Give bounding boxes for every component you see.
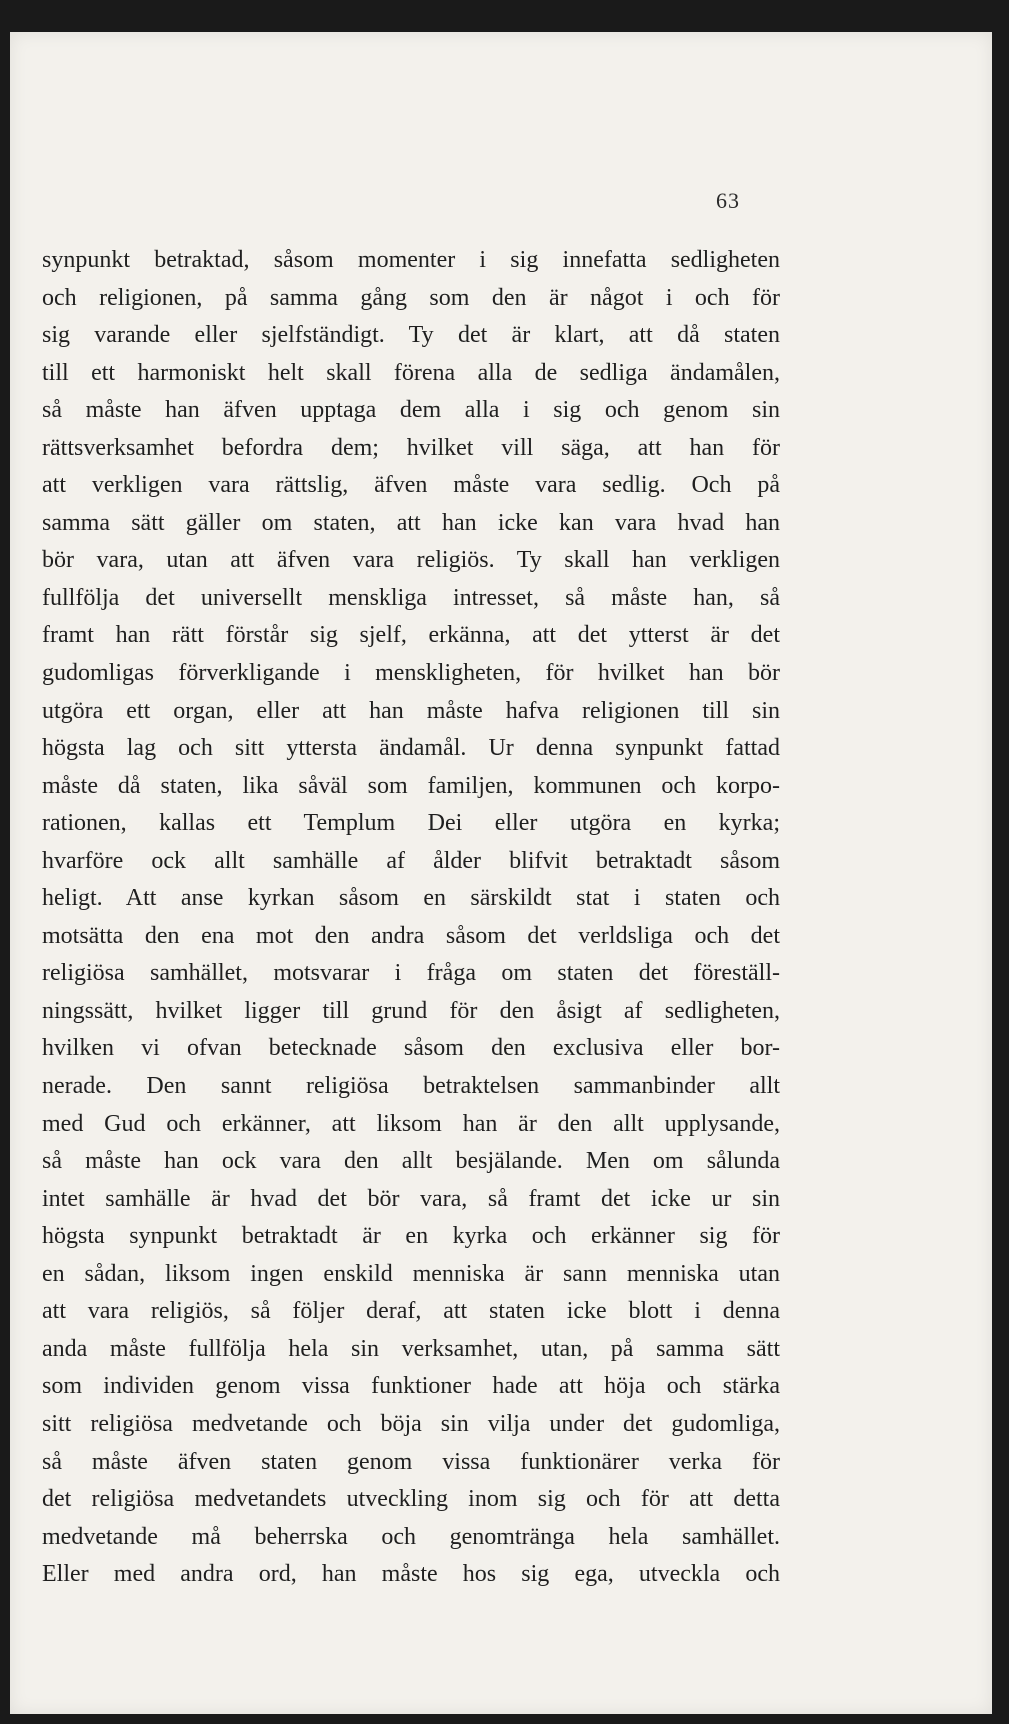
text-line: att verkligen vara rättslig, äfven måste vara sedlig. Och på <box>42 472 780 499</box>
text-line: motsätta den ena mot den andra såsom det verldsliga och det <box>42 922 780 949</box>
text-line: som individen genom vissa funktioner hade att höja och stärka <box>42 1373 780 1400</box>
text-line: synpunkt betraktad, såsom momenter i sig innefatta sedligheten <box>42 247 780 273</box>
text-line: hvilken vi ofvan betecknade såsom den exclusiva eller bor- <box>42 1035 780 1062</box>
text-line: fullfölja det universellt menskliga intresset, så måste han, så <box>42 584 780 611</box>
text-line: intet samhälle är hvad det bör vara, så framt det icke ur sin <box>42 1185 780 1212</box>
text-line: att vara religiös, så följer deraf, att staten icke blott i denna <box>42 1298 780 1325</box>
body-text <box>42 242 780 1594</box>
text-line: bör vara, utan att äfven vara religiös. Ty skall han verkligen <box>42 547 780 574</box>
text-line: och religionen, på samma gång som den är något i och för <box>42 284 780 311</box>
text-line: gudomligas förverkligande i menskligheten, för hvilket han bör <box>42 660 780 687</box>
text-line: så måste äfven staten genom vissa funktionärer verka för <box>42 1448 780 1475</box>
text-line: så måste han äfven upptaga dem alla i sig och genom sin <box>42 397 780 424</box>
text-line: sitt religiösa medvetande och böja sin vilja under det gudomliga, <box>42 1410 780 1437</box>
text-line: högsta synpunkt betraktadt är en kyrka och erkänner sig för <box>42 1223 780 1250</box>
text-line: till ett harmoniskt helt skall förena alla de sedliga ändamålen, <box>42 359 780 386</box>
text-line: samma sätt gäller om staten, att han icke kan vara hvad han <box>42 509 780 536</box>
text-line: medvetande må beherrska och genomtränga hela samhället. <box>42 1523 780 1550</box>
text-line: det religiösa medvetandets utveckling inom sig och för att detta <box>42 1486 780 1513</box>
text-line: rationen, kallas ett Templum Dei eller utgöra en kyrka; <box>42 810 780 837</box>
text-line: utgöra ett organ, eller att han måste hafva religionen till sin <box>42 697 780 724</box>
text-line: ningssätt, hvilket ligger till grund för den åsigt af sedligheten, <box>42 997 780 1024</box>
text-line: Eller med andra ord, han måste hos sig ega, utveckla och <box>42 1561 780 1588</box>
text-line: en sådan, liksom ingen enskild menniska är sann menniska utan <box>42 1260 780 1287</box>
text-line: så måste han ock vara den allt besjälande. Men om sålunda <box>42 1148 780 1175</box>
text-line: anda måste fullfölja hela sin verksamhet, utan, på samma sätt <box>42 1335 780 1362</box>
text-line: hvarföre ock allt samhälle af ålder blifvit betraktadt såsom <box>42 847 780 874</box>
text-line: måste då staten, lika såväl som familjen, kommunen och korpo- <box>42 772 780 799</box>
page-number: 63 <box>716 188 740 213</box>
text-line: högsta lag och sitt yttersta ändamål. Ur denna synpunkt fattad <box>42 735 780 762</box>
text-line: heligt. Att anse kyrkan såsom en särskildt stat i staten och <box>42 885 780 912</box>
text-line: framt han rätt förstår sig sjelf, erkänna, att det ytterst är det <box>42 622 780 649</box>
text-line: religiösa samhället, motsvarar i fråga om staten det föreställ- <box>42 960 780 987</box>
text-line: rättsverksamhet befordra dem; hvilket vill säga, att han för <box>42 434 780 461</box>
text-line: med Gud och erkänner, att liksom han är den allt upplysande, <box>42 1110 780 1137</box>
text-line: nerade. Den sannt religiösa betraktelsen sammanbinder allt <box>42 1073 780 1100</box>
text-line: sig varande eller sjelfständigt. Ty det är klart, att då staten <box>42 322 780 349</box>
